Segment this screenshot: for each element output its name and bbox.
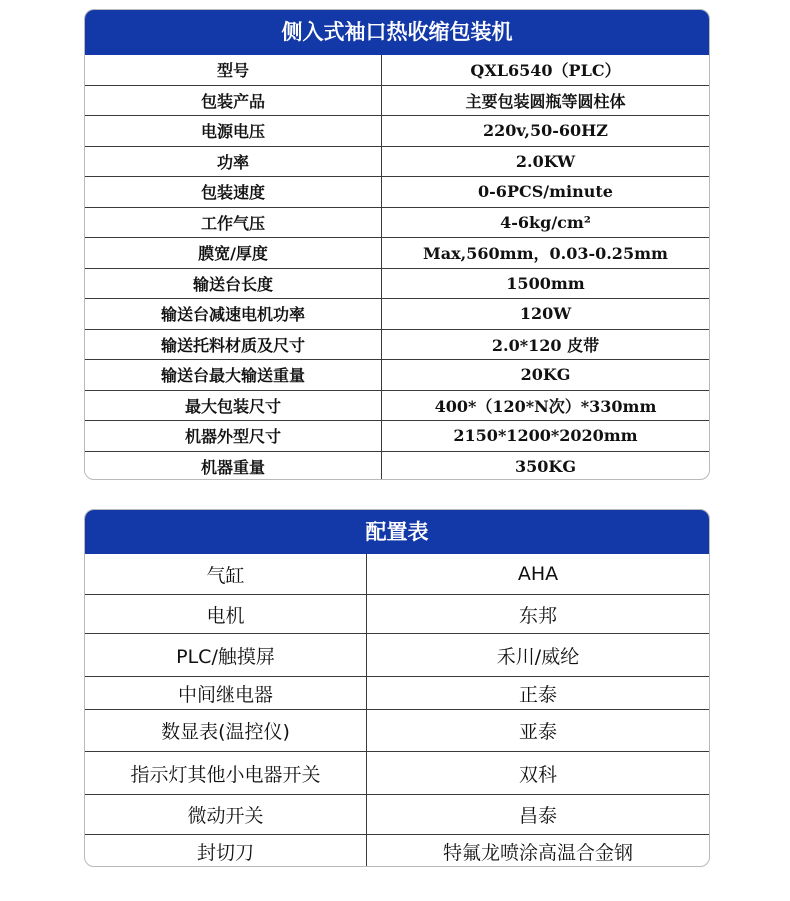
- table-row: [85, 595, 709, 634]
- config-label: PLC/触摸屏: [85, 634, 367, 677]
- config-label: 封切刀: [85, 835, 367, 868]
- spec-value: Max,560mm，0.03-0.25mm: [382, 238, 710, 269]
- spec-label: 电源电压: [85, 116, 382, 147]
- config-value: 东邦: [367, 595, 710, 634]
- spec-label: 功率: [85, 146, 382, 177]
- spec-label: 包装产品: [85, 85, 382, 116]
- spec-label: 输送台减速电机功率: [85, 299, 382, 330]
- spec-card: [84, 9, 710, 480]
- spec-value: 400*（120*N次）*330mm: [382, 390, 710, 421]
- table-row: [85, 299, 709, 330]
- config-label: 数显表(温控仪): [85, 710, 367, 752]
- table-row: [85, 207, 709, 238]
- table-row: [85, 238, 709, 269]
- config-value: 昌泰: [367, 795, 710, 835]
- table-row: [85, 421, 709, 452]
- spec-value: 220v,50-60HZ: [382, 116, 710, 147]
- config-label: 气缸: [85, 554, 367, 595]
- table-row: [85, 835, 709, 868]
- table-row: [85, 268, 709, 299]
- config-value: 正泰: [367, 677, 710, 710]
- config-label: 微动开关: [85, 795, 367, 835]
- config-value: 禾川/威纶: [367, 634, 710, 677]
- table-row: [85, 390, 709, 421]
- spec-label: 型号: [85, 55, 382, 85]
- config-title: 配置表: [85, 510, 709, 554]
- table-row: [85, 710, 709, 752]
- config-card: [84, 509, 710, 867]
- config-label: 中间继电器: [85, 677, 367, 710]
- spec-label: 机器重量: [85, 451, 382, 480]
- table-row: [85, 634, 709, 677]
- spec-label: 最大包装尺寸: [85, 390, 382, 421]
- config-value: 双科: [367, 752, 710, 795]
- spec-value: 0-6PCS/minute: [382, 177, 710, 208]
- spec-label: 包装速度: [85, 177, 382, 208]
- spec-label: 工作气压: [85, 207, 382, 238]
- spec-title: 侧入式袖口热收缩包装机: [85, 10, 709, 55]
- spec-label: 膜宽/厚度: [85, 238, 382, 269]
- table-row: [85, 85, 709, 116]
- spec-value: 20KG: [382, 360, 710, 391]
- spec-value: 2.0*120 皮带: [382, 329, 710, 360]
- spec-value: QXL6540（PLC）: [382, 55, 710, 85]
- spec-value: 4-6kg/cm²: [382, 207, 710, 238]
- spec-label: 机器外型尺寸: [85, 421, 382, 452]
- spec-label: 输送台长度: [85, 268, 382, 299]
- spec-value: 2.0KW: [382, 146, 710, 177]
- table-row: [85, 329, 709, 360]
- table-row: [85, 677, 709, 710]
- config-label: 指示灯其他小电器开关: [85, 752, 367, 795]
- table-row: [85, 360, 709, 391]
- spec-label: 输送台最大输送重量: [85, 360, 382, 391]
- table-row: [85, 795, 709, 835]
- table-row: [85, 116, 709, 147]
- spec-table: [85, 55, 709, 480]
- spec-value: 350KG: [382, 451, 710, 480]
- config-table: [85, 554, 709, 867]
- config-value: 特氟龙喷涂高温合金钢: [367, 835, 710, 868]
- config-value: AHA: [367, 554, 710, 595]
- spec-value: 1500mm: [382, 268, 710, 299]
- spec-value: 主要包装圆瓶等圆柱体: [382, 85, 710, 116]
- table-row: [85, 146, 709, 177]
- config-value: 亚泰: [367, 710, 710, 752]
- spec-value: 120W: [382, 299, 710, 330]
- spec-value: 2150*1200*2020mm: [382, 421, 710, 452]
- table-row: [85, 177, 709, 208]
- table-row: [85, 451, 709, 480]
- table-row: [85, 55, 709, 85]
- table-row: [85, 752, 709, 795]
- config-label: 电机: [85, 595, 367, 634]
- spec-label: 输送托料材质及尺寸: [85, 329, 382, 360]
- table-row: [85, 554, 709, 595]
